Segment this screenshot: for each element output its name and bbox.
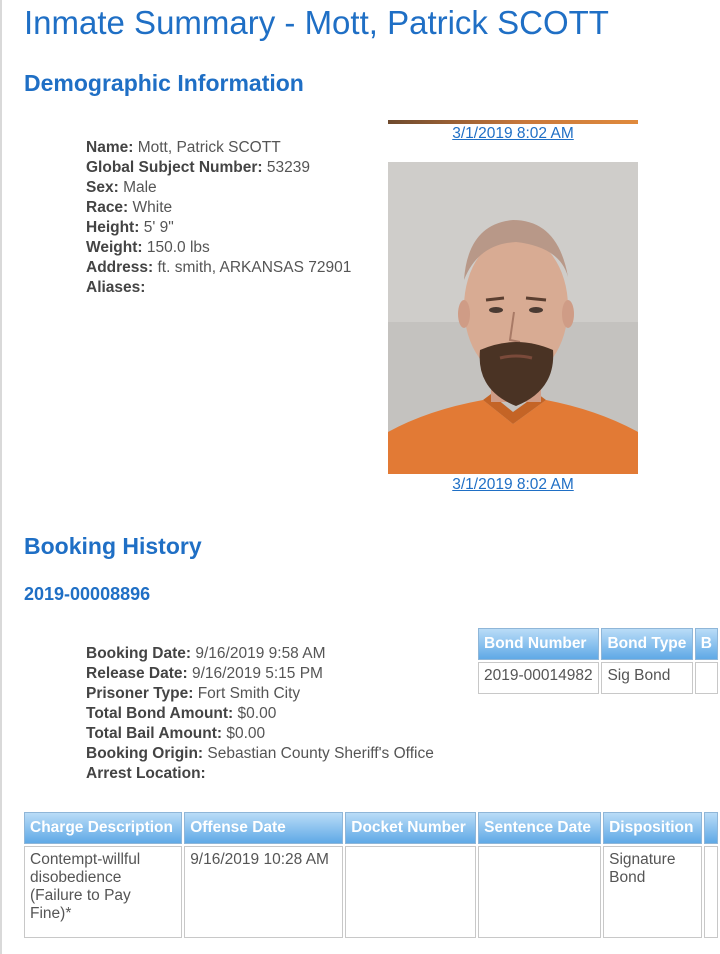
subject-number-label: Global Subject Number:: [86, 159, 263, 176]
height-value: 5' 9": [143, 219, 174, 236]
address-label: Address:: [86, 259, 154, 276]
arrest-location-label: Arrest Location:: [86, 765, 206, 782]
booking-origin-row: [86, 744, 434, 764]
booking-history-heading: Booking History: [24, 533, 202, 559]
prisoner-type-label: Prisoner Type:: [86, 685, 194, 702]
weight-row: [86, 238, 351, 258]
table-row: [24, 846, 718, 938]
release-date-row: [86, 664, 434, 684]
charges-table-header: [24, 812, 718, 844]
demographic-heading: Demographic Information: [24, 70, 304, 96]
name-label: Name:: [86, 139, 134, 156]
bond-number-cell: 2019-00014982: [478, 662, 599, 694]
charges-table: [22, 810, 720, 940]
extra-column-header[interactable]: [704, 812, 718, 844]
demographic-info: [86, 138, 351, 298]
table-row: [478, 662, 718, 694]
subject-number-row: [86, 158, 351, 178]
race-value: White: [132, 199, 173, 216]
booking-date-row: [86, 644, 434, 664]
name-value: Mott, Patrick SCOTT: [137, 139, 281, 156]
height-row: [86, 218, 351, 238]
disposition-header[interactable]: Disposition: [603, 812, 702, 844]
race-label: Race:: [86, 199, 129, 216]
bond-extra-cell: [695, 662, 718, 694]
race-row: [86, 198, 351, 218]
booking-number: 2019-00008896: [24, 584, 151, 604]
arrest-location-row: [86, 764, 434, 784]
booking-info: [86, 644, 434, 784]
total-bail-label: Total Bail Amount:: [86, 725, 223, 742]
aliases-label: Aliases:: [86, 279, 146, 296]
name-row: [86, 138, 351, 158]
booking-date-label: Booking Date:: [86, 645, 192, 662]
aliases-row: [86, 278, 351, 298]
prisoner-type-row: [86, 684, 434, 704]
bond-number-header[interactable]: Bond Number: [478, 628, 599, 660]
sex-value: Male: [123, 179, 157, 196]
bond-type-header[interactable]: Bond Type: [601, 628, 692, 660]
weight-label: Weight:: [86, 239, 143, 256]
docket-number-cell: [345, 846, 476, 938]
docket-number-header[interactable]: Docket Number: [345, 812, 476, 844]
bond-type-cell: Sig Bond: [601, 662, 692, 694]
address-row: [86, 258, 351, 278]
previous-photo-cropped[interactable]: [388, 120, 638, 124]
booking-origin-label: Booking Origin:: [86, 745, 204, 762]
height-label: Height:: [86, 219, 140, 236]
offense-date-header[interactable]: Offense Date: [184, 812, 343, 844]
charge-description-cell: Contempt-willful disobedience (Failure to Pay Fine)*: [24, 846, 182, 938]
prisoner-type-value: Fort Smith City: [197, 685, 301, 702]
sentence-date-cell: [478, 846, 601, 938]
release-date-label: Release Date:: [86, 665, 188, 682]
address-value: ft. smith, ARKANSAS 72901: [157, 259, 352, 276]
mugshot-photo[interactable]: [388, 162, 638, 474]
offense-date-cell: 9/16/2019 10:28 AM: [184, 846, 343, 938]
booking-origin-value: Sebastian County Sheriff's Office: [207, 745, 434, 762]
sex-row: [86, 178, 351, 198]
sex-label: Sex:: [86, 179, 119, 196]
bond-extra-header[interactable]: B: [695, 628, 718, 660]
total-bail-row: [86, 724, 434, 744]
weight-value: 150.0 lbs: [146, 239, 210, 256]
total-bond-row: [86, 704, 434, 724]
charge-description-header[interactable]: Charge Description: [24, 812, 182, 844]
photo-date-link[interactable]: 3/1/2019 8:02 AM: [452, 125, 574, 142]
page-left-border: [0, 0, 2, 954]
total-bond-value: $0.00: [237, 705, 277, 722]
release-date-value: 9/16/2019 5:15 PM: [191, 665, 323, 682]
bond-table-header: [478, 628, 718, 660]
booking-date-value: 9/16/2019 9:58 AM: [195, 645, 326, 662]
bond-table: [476, 626, 720, 696]
photo-date-link[interactable]: 3/1/2019 8:02 AM: [452, 476, 574, 493]
page-title: Inmate Summary - Mott, Patrick SCOTT: [24, 4, 609, 41]
subject-number-value: 53239: [266, 159, 310, 176]
total-bail-value: $0.00: [226, 725, 266, 742]
sentence-date-header[interactable]: Sentence Date: [478, 812, 601, 844]
extra-column-cell: [704, 846, 718, 938]
disposition-cell: Signature Bond: [603, 846, 702, 938]
total-bond-label: Total Bond Amount:: [86, 705, 234, 722]
